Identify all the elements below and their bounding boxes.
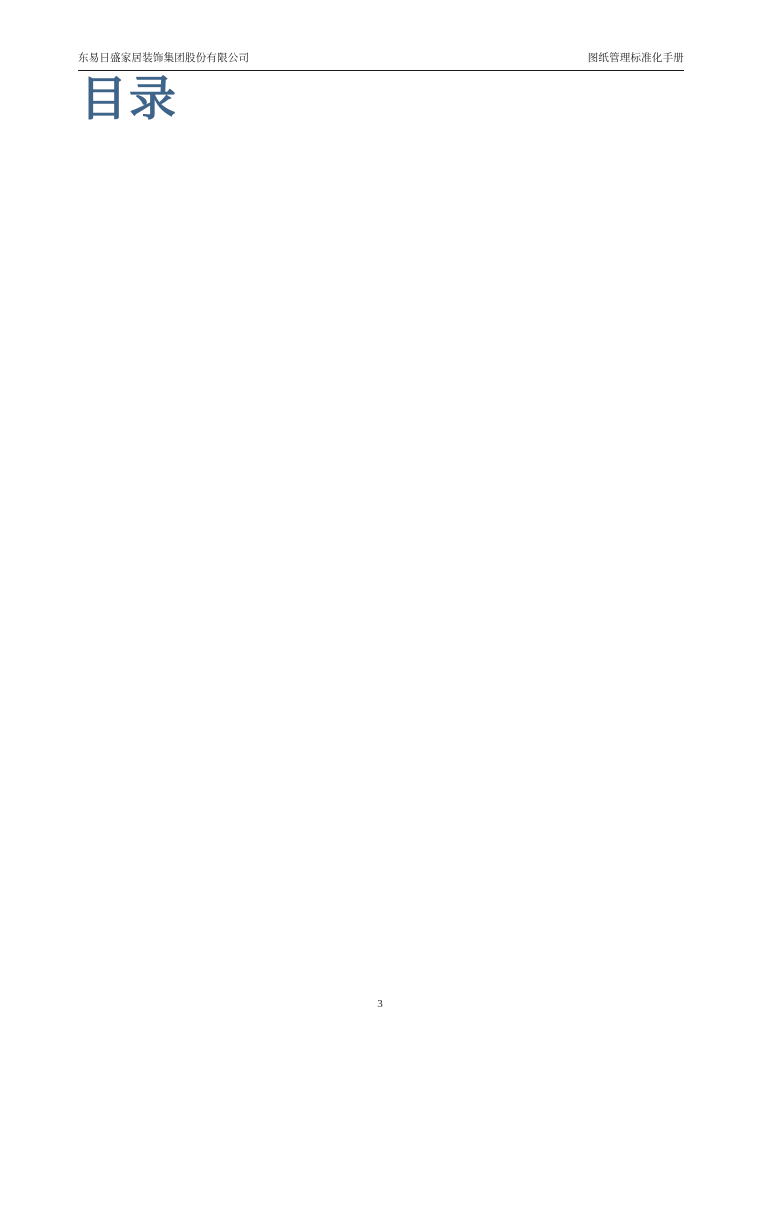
footer-page-number: 3 <box>377 998 383 1010</box>
header-document-title: 图纸管理标准化手册 <box>587 53 684 64</box>
header-company-name: 东易日盛家居装饰集团股份有限公司 <box>78 53 250 64</box>
table-of-contents <box>78 130 684 939</box>
header-divider-rule <box>78 70 684 71</box>
page-title: 目录 <box>80 74 178 126</box>
toc-entry-page-number <box>78 922 684 940</box>
toc-entry[interactable] <box>78 922 684 940</box>
running-header <box>78 50 684 65</box>
